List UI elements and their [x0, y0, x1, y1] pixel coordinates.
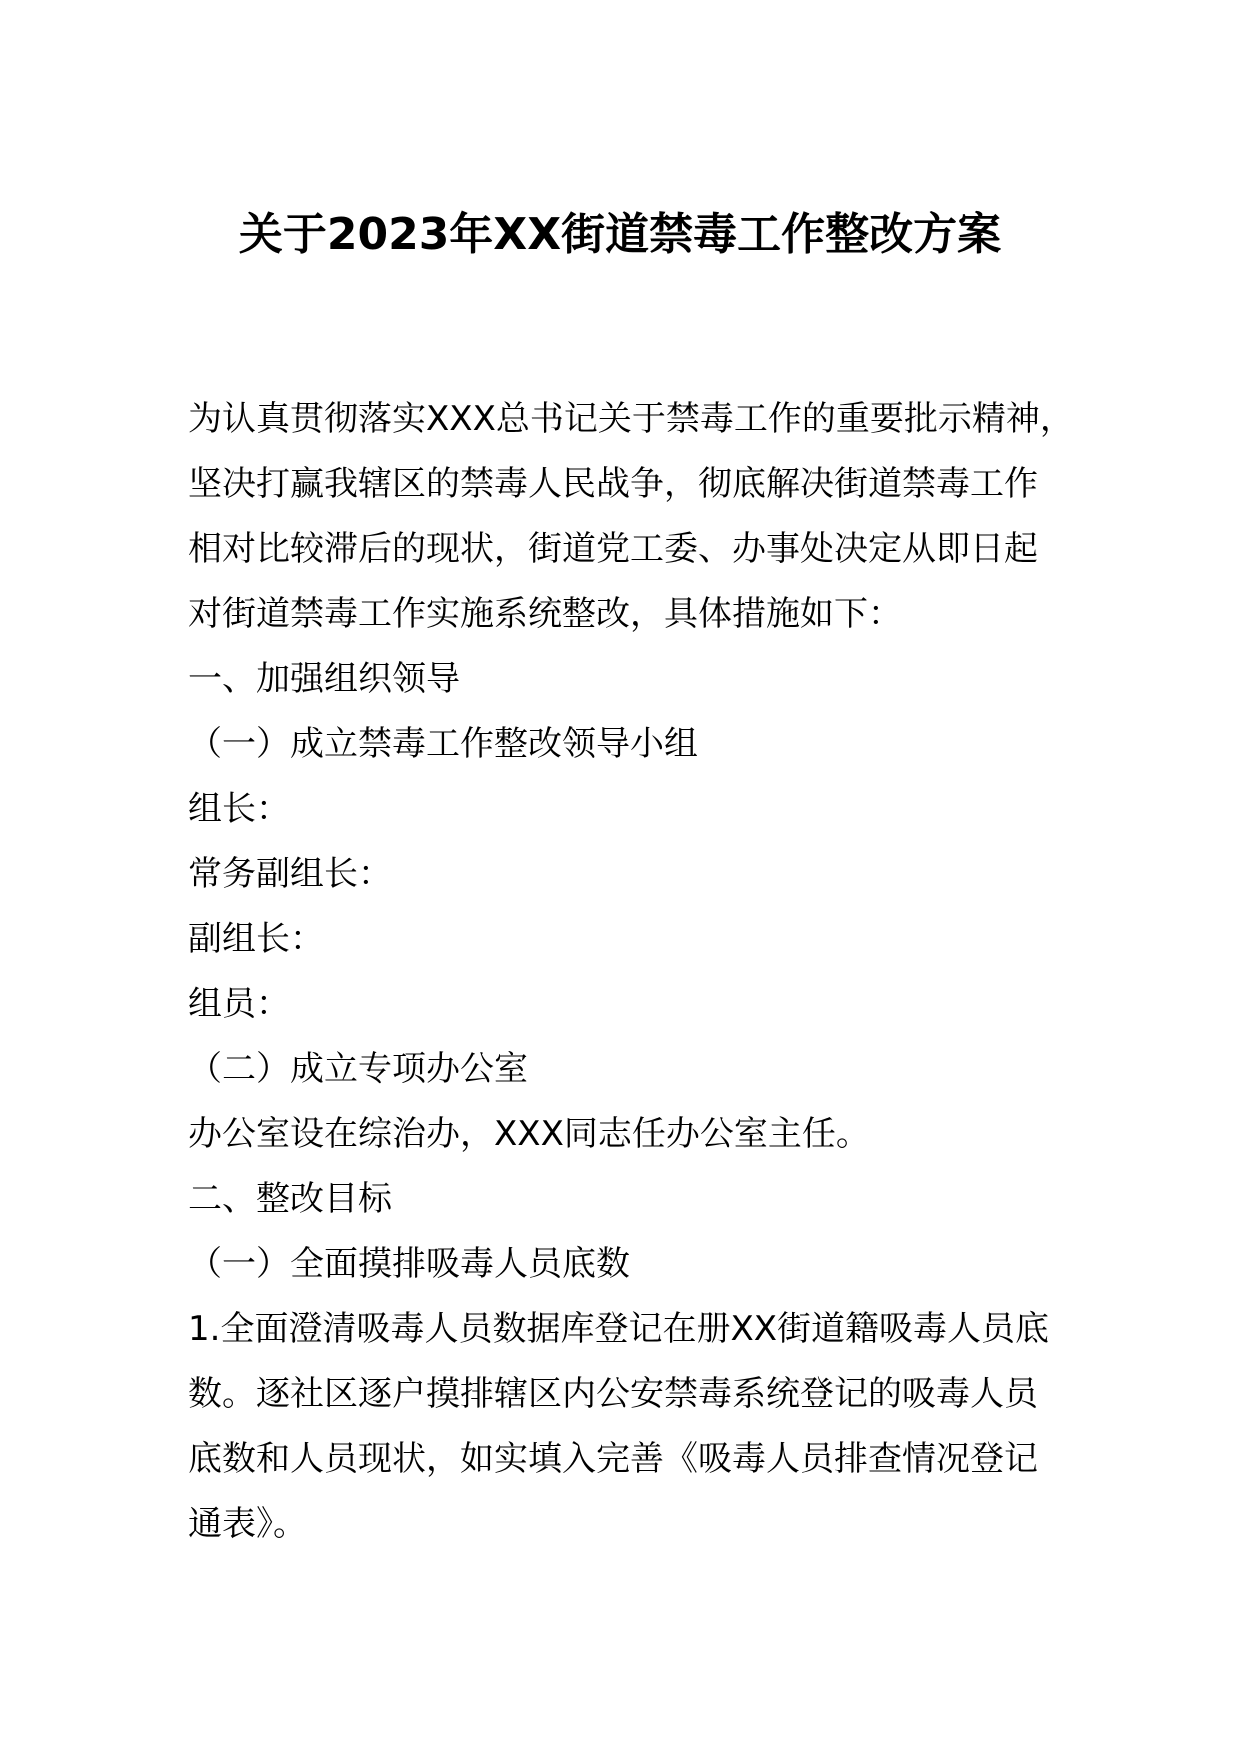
- paragraph-intro-line-2: 坚决打赢我辖区的禁毒人民战争，彻底解决街道禁毒工作: [188, 464, 1038, 504]
- subsection-heading-1-1: （一）成立禁毒工作整改领导小组: [188, 724, 698, 764]
- item-1-line-3: 底数和人员现状，如实填入完善《吸毒人员排查情况登记: [188, 1439, 1038, 1479]
- leader-field: 组长：: [188, 789, 290, 829]
- subsection-heading-2-1: （一）全面摸排吸毒人员底数: [188, 1244, 630, 1284]
- office-statement: 办公室设在综治办，XXX同志任办公室主任。: [188, 1114, 870, 1154]
- deputy-leader-field: 副组长：: [188, 919, 324, 959]
- item-1-line-2: 数。逐社区逐户摸排辖区内公安禁毒系统登记的吸毒人员: [188, 1374, 1038, 1414]
- item-1-line-4: 通表》。: [188, 1504, 307, 1544]
- members-field: 组员：: [188, 984, 290, 1024]
- paragraph-intro-line-4: 对街道禁毒工作实施系统整改，具体措施如下：: [188, 594, 902, 634]
- paragraph-intro-line-1: 为认真贯彻落实XXX总书记关于禁毒工作的重要批示精神，: [188, 399, 1074, 439]
- section-heading-2: 二、整改目标: [188, 1179, 392, 1219]
- subsection-heading-1-2: （二）成立专项办公室: [188, 1049, 528, 1089]
- document-body: [188, 387, 1088, 1557]
- paragraph-intro-line-3: 相对比较滞后的现状，街道党工委、办事处决定从即日起: [188, 529, 1038, 569]
- executive-deputy-leader-field: 常务副组长：: [188, 854, 392, 894]
- item-1-line-1: 1.全面澄清吸毒人员数据库登记在册XX街道籍吸毒人员底: [188, 1309, 1050, 1349]
- document-title: 关于2023年XX街道禁毒工作整改方案: [238, 209, 1002, 260]
- section-heading-1: 一、加强组织领导: [188, 659, 460, 699]
